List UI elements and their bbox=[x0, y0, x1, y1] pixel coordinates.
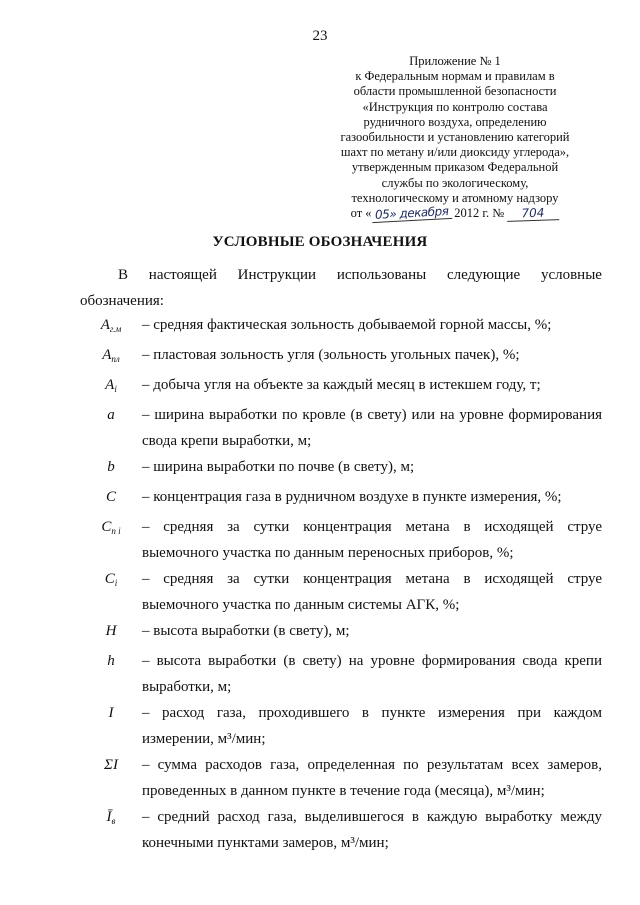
definition-symbol: ΣI bbox=[104, 757, 118, 773]
definition-entry bbox=[80, 312, 602, 342]
intro-word: использованы bbox=[336, 267, 427, 283]
definition-entry bbox=[80, 454, 602, 484]
appendix-line: к Федеральным нормам и правилам в bbox=[355, 69, 555, 84]
handwritten-date: 05» декабря bbox=[371, 205, 451, 223]
definition-entry bbox=[80, 402, 602, 454]
definition-entry bbox=[80, 804, 602, 856]
definition-symbol: C bbox=[105, 489, 116, 505]
section-title: УСЛОВНЫЕ ОБОЗНАЧЕНИЯ bbox=[212, 234, 428, 250]
definition-entry bbox=[80, 514, 602, 566]
appendix-line: шахт по метану и/или диоксиду углерода», bbox=[340, 145, 570, 160]
appendix-line: области промышленной безопасности bbox=[353, 84, 557, 99]
definition-entry bbox=[80, 752, 602, 804]
appendix-line: технологическому и атомному надзору bbox=[351, 190, 559, 205]
intro-word: настоящей bbox=[148, 267, 217, 283]
definition-symbol: $A_{г.м}$ bbox=[100, 317, 122, 334]
definitions-list bbox=[80, 312, 602, 856]
appendix-header bbox=[320, 54, 590, 221]
approval-prefix: от « bbox=[350, 206, 372, 221]
definition-text: – средняя за сутки концентрация метана в исходящей струе выемочного участка по данным переносных приборов, %; bbox=[142, 519, 602, 561]
appendix-line: Приложение № 1 bbox=[409, 54, 501, 68]
appendix-line: газообильности и установлению категорий bbox=[340, 130, 570, 145]
appendix-line: рудничного воздуха, определению bbox=[363, 114, 547, 129]
definition-entry bbox=[80, 342, 602, 372]
intro-word: условные bbox=[540, 267, 602, 283]
definition-entry bbox=[80, 648, 602, 700]
definition-entry bbox=[80, 484, 602, 514]
intro-second-line: обозначения: bbox=[80, 293, 164, 309]
definition-text: – средняя за сутки концентрация метана в исходящей струе выемочного участка по данным системы АГК, %; bbox=[142, 571, 602, 613]
intro-paragraph bbox=[80, 262, 602, 314]
definition-text: – высота выработки (в свету) на уровне формирования свода крепи выработки, м; bbox=[142, 653, 602, 695]
definition-text: – ширина выработки по почве (в свету), м; bbox=[142, 459, 415, 475]
definition-symbol: H bbox=[105, 623, 117, 639]
appendix-line: «Инструкция по контролю состава bbox=[362, 99, 548, 114]
intro-first-line bbox=[80, 262, 602, 288]
definition-symbol: $C_i$ bbox=[104, 571, 118, 588]
definition-text: – средний расход газа, выделившегося в каждую выработку между конечными пунктами замеров, м³/мин; bbox=[142, 809, 602, 851]
definition-text: – концентрация газа в рудничном воздухе в пункте измерения, %; bbox=[142, 489, 562, 505]
intro-word: Инструкции bbox=[237, 267, 317, 283]
appendix-line: утвержденным приказом Федеральной bbox=[351, 160, 559, 175]
definition-symbol: h bbox=[107, 653, 115, 669]
definition-symbol: I bbox=[108, 705, 114, 721]
definition-symbol: a bbox=[107, 407, 115, 423]
definition-text: – высота выработки (в свету), м; bbox=[142, 623, 350, 639]
handwritten-order-number: 704 bbox=[507, 206, 559, 222]
definition-text: – ширина выработки по кровле (в свету) или на уровне формирования свода крепи выработки, м; bbox=[142, 407, 602, 449]
definition-symbol: $A_{пл}$ bbox=[102, 347, 120, 364]
intro-word: В bbox=[118, 267, 129, 283]
approval-line bbox=[320, 206, 590, 221]
appendix-line: службы по экологическому, bbox=[381, 175, 529, 190]
intro-word: следующие bbox=[446, 267, 521, 283]
definition-symbol: $Ī_в$ bbox=[106, 809, 116, 826]
definition-symbol: $A_i$ bbox=[105, 377, 117, 394]
definition-entry bbox=[80, 372, 602, 402]
definition-text: – расход газа, проходившего в пункте измерения при каждом измерении, м³/мин; bbox=[142, 705, 602, 747]
definition-text: – сумма расходов газа, определенная по результатам всех замеров, проведенных в данном пункте в течение года (месяца), м³/мин; bbox=[142, 757, 602, 799]
definition-entry bbox=[80, 618, 602, 648]
definition-entry bbox=[80, 566, 602, 618]
definition-entry bbox=[80, 700, 602, 752]
definition-text: – пластовая зольность угля (зольность угольных пачек), %; bbox=[142, 347, 520, 363]
definition-text: – добыча угля на объекте за каждый месяц в истекшем году, т; bbox=[142, 377, 541, 393]
approval-year: 2012 г. № bbox=[454, 206, 505, 221]
definition-symbol: $C_{п i}$ bbox=[101, 519, 121, 536]
definition-text: – средняя фактическая зольность добываемой горной массы, %; bbox=[142, 317, 552, 333]
definition-symbol: b bbox=[107, 459, 115, 475]
page-number: 23 bbox=[312, 28, 328, 44]
